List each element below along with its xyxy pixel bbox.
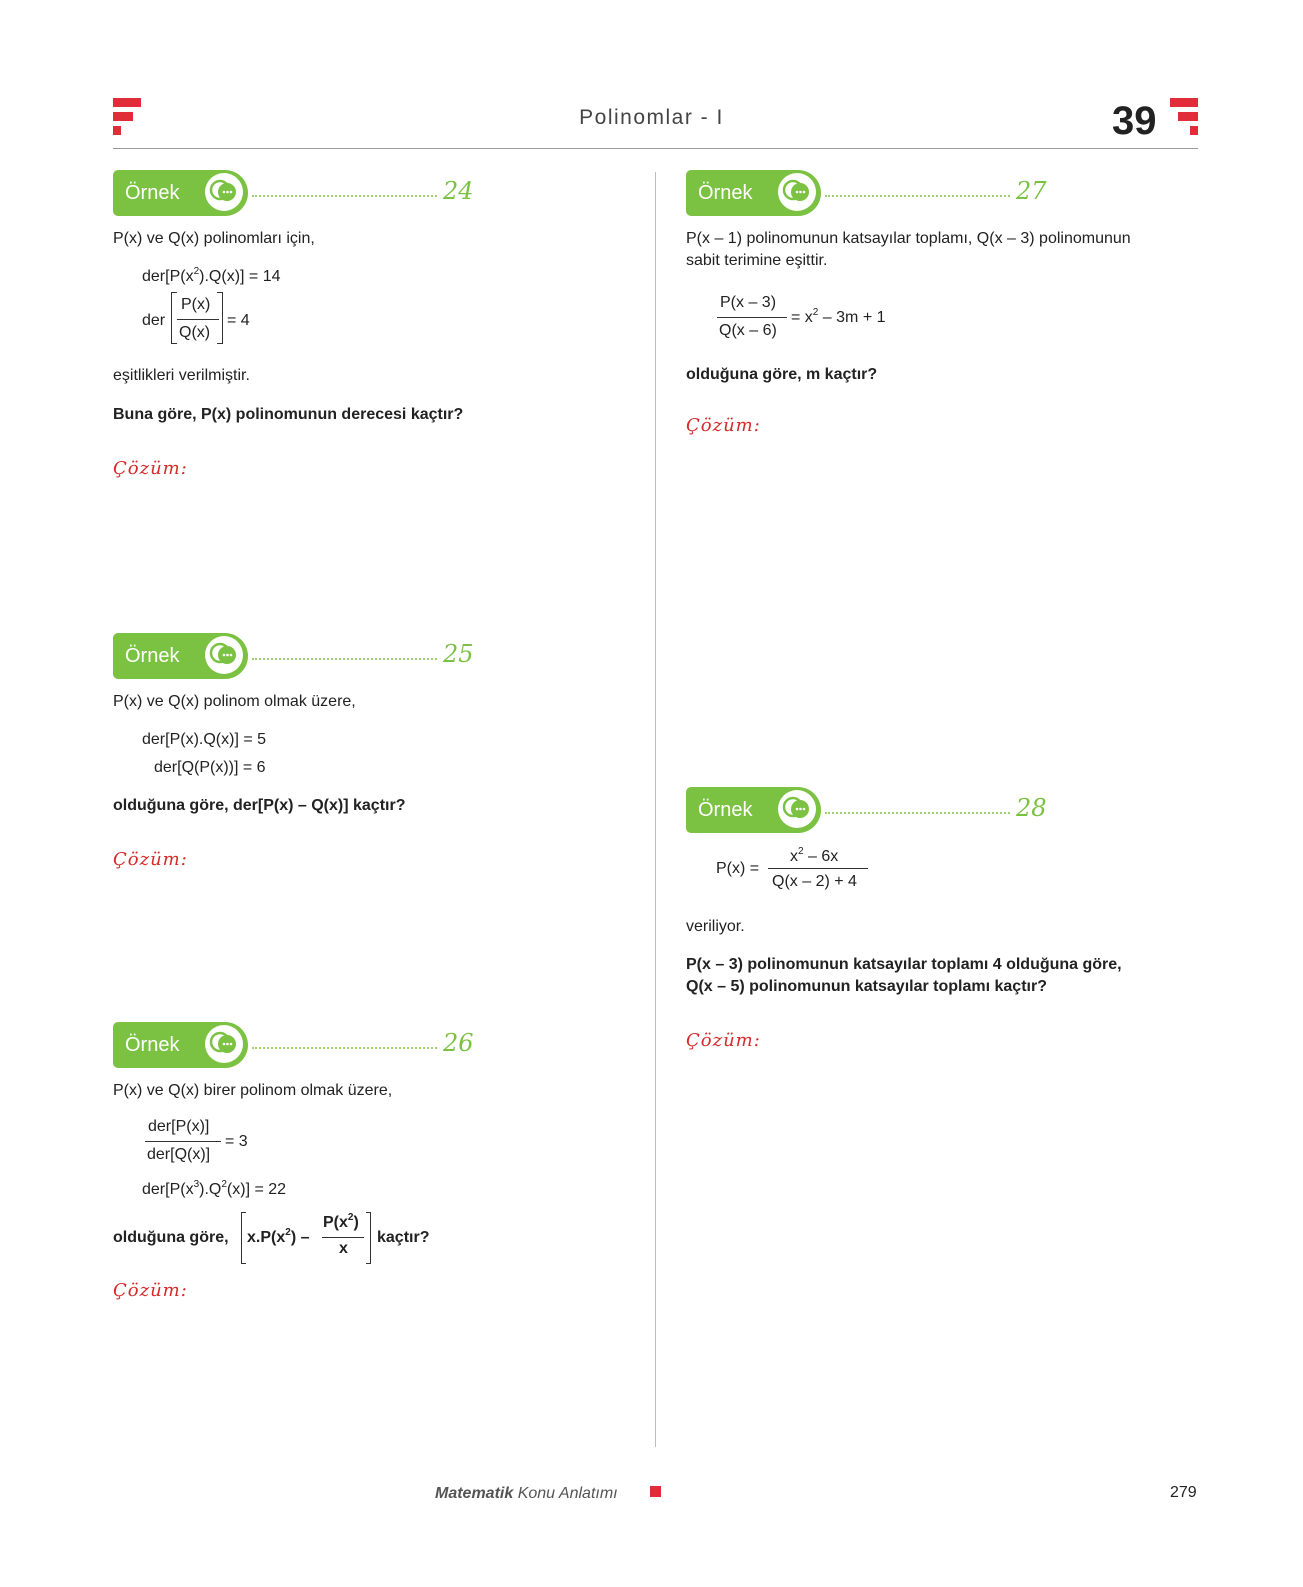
fraction-numerator: der[P(x)] <box>148 1118 210 1135</box>
equation-rhs: = $x^2 - 3m + 1$ <box>791 307 886 326</box>
given-text: veriliyor. <box>686 918 745 935</box>
example-intro: sabit terimine eşittir. <box>686 252 828 269</box>
solution-label: Çözüm: <box>686 1030 761 1051</box>
fraction-numerator: P(x – 3) <box>720 294 777 311</box>
fraction-denominator: x <box>339 1240 348 1257</box>
example-badge <box>113 170 248 216</box>
fraction-denominator: der[Q(x)] <box>147 1146 211 1163</box>
question-text: olduğuna göre, m kaçtır? <box>686 366 878 383</box>
header-divider <box>113 148 1198 149</box>
equation-line: der[Q(P(x))] = 6 <box>154 759 266 776</box>
dotted-leader <box>252 195 437 197</box>
fraction-denominator: Q(x) <box>179 324 211 341</box>
question-text: P(x – 3) polinomunun katsayılar toplamı 4 olduğuna göre, <box>686 956 1122 973</box>
fraction-denominator: Q(x – 2) + 4 <box>772 873 857 890</box>
example-intro: P(x – 1) polinomunun katsayılar toplamı, Q(x – 3) polinomunun <box>686 230 1131 247</box>
page-number: 279 <box>1170 1484 1197 1501</box>
badge-label: Örnek <box>125 182 180 204</box>
example-badge <box>686 787 821 833</box>
speech-bubbles-icon <box>209 1030 239 1058</box>
equation-rhs: = 3 <box>225 1133 248 1150</box>
badge-label: Örnek <box>125 645 180 667</box>
equation-line: $der[P(x^3).Q^2(x)] = 22$ <box>142 1179 287 1198</box>
dotted-leader <box>252 658 437 660</box>
left-bracket <box>171 292 177 344</box>
example-badge <box>686 170 821 216</box>
badge-label: Örnek <box>698 182 753 204</box>
right-bracket <box>366 1212 371 1264</box>
fraction-bar <box>717 317 787 318</box>
column-divider <box>655 172 656 1447</box>
equation-lhs: P(x) = <box>716 860 760 877</box>
question-text: olduğuna göre, der[P(x) – Q(x)] kaçtır? <box>113 797 406 814</box>
badge-label: Örnek <box>125 1034 180 1056</box>
example-badge <box>113 1022 248 1068</box>
example-intro: P(x) ve Q(x) birer polinom olmak üzere, <box>113 1082 393 1099</box>
chapter-number: 39 <box>1112 99 1157 143</box>
example-badge <box>113 633 248 679</box>
example-number: 27 <box>1016 177 1047 205</box>
question-text: Buna göre, P(x) polinomunun derecesi kaçtır? <box>113 406 464 423</box>
speech-bubbles-icon <box>209 641 239 669</box>
speech-bubbles-icon <box>782 795 812 823</box>
der-label: der <box>142 312 166 329</box>
solution-label: Çözüm: <box>113 1280 188 1301</box>
example-intro: P(x) ve Q(x) polinomları için, <box>113 230 315 247</box>
fraction-numerator: $P(x^2)$ <box>323 1212 359 1231</box>
fraction-bar <box>322 1237 364 1238</box>
example-intro: P(x) ve Q(x) polinom olmak üzere, <box>113 693 356 710</box>
footer-square-icon <box>650 1486 661 1497</box>
fraction-bar <box>145 1141 221 1142</box>
given-text: eşitlikleri verilmiştir. <box>113 367 250 384</box>
dotted-leader <box>252 1047 437 1049</box>
example-number: 24 <box>443 177 474 205</box>
example-number: 25 <box>443 640 474 668</box>
dotted-leader <box>825 812 1010 814</box>
solution-label: Çözüm: <box>686 415 761 436</box>
example-number: 26 <box>443 1029 474 1057</box>
equation-rhs: = 4 <box>227 312 250 329</box>
equation-line: der[P(x).Q(x)] = 5 <box>142 731 267 748</box>
question-term: $x.P(x^2)$ – <box>247 1227 310 1246</box>
equation-line: $der[P(x^2).Q(x)] = 14$ <box>142 266 281 285</box>
example-number: 28 <box>1016 794 1047 822</box>
left-bracket <box>241 1212 246 1264</box>
chapter-title: Polinomlar - I <box>579 106 724 129</box>
solution-label: Çözüm: <box>113 849 188 870</box>
fraction-denominator: Q(x – 6) <box>719 322 777 339</box>
fraction-numerator: $x^2 - 6x$ <box>790 846 839 865</box>
question-text: Q(x – 5) polinomunun katsayılar toplamı kaçtır? <box>686 978 1047 995</box>
solution-label: Çözüm: <box>113 458 188 479</box>
question-text: olduğuna göre, <box>113 1229 229 1246</box>
badge-label: Örnek <box>698 799 753 821</box>
fraction-bar <box>177 319 219 320</box>
dotted-leader <box>825 195 1010 197</box>
book-title: Matematik Konu Anlatımı <box>435 1485 618 1502</box>
speech-bubbles-icon <box>209 178 239 206</box>
fraction-numerator: P(x) <box>181 296 211 313</box>
speech-bubbles-icon <box>782 178 812 206</box>
right-bracket <box>217 292 223 344</box>
fraction-bar <box>768 868 868 869</box>
question-text: kaçtır? <box>377 1229 430 1246</box>
